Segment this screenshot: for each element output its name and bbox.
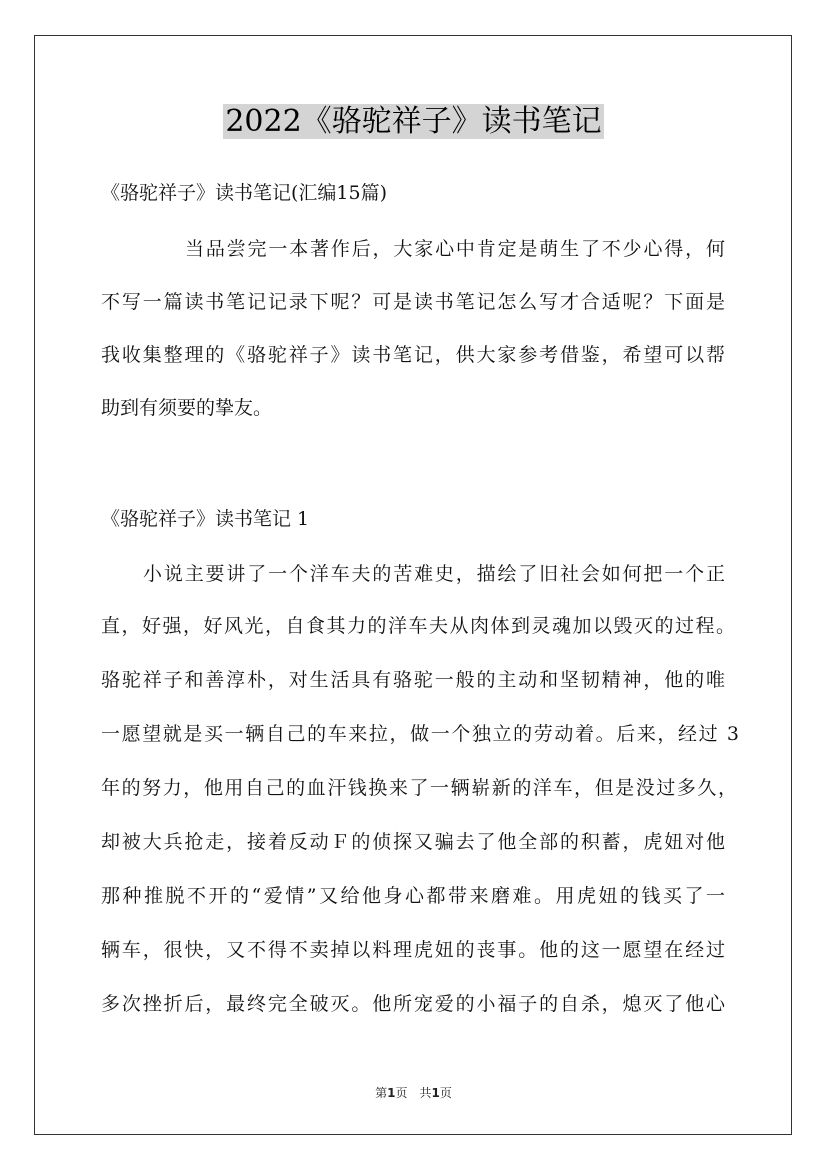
body-line-4: 一愿望就是买一辆自己的车来拉，做一个独立的劳动着。后来，经过 3: [101, 723, 739, 745]
footer-page-label-mid: 页 共: [395, 1086, 432, 1100]
body-line-7: 那种推脱不开的“爱情”又给他身心都带来磨难。用虎妞的钱买了一: [101, 885, 725, 907]
document-title-block: [0, 103, 827, 141]
intro-line-4: 助到有须要的挚友。: [101, 397, 273, 419]
body-line-3: 骆驼祥子和善淳朴，对生活具有骆驼一般的主动和坚韧精神，他的唯: [101, 669, 725, 691]
body-line-1: 小说主要讲了一个洋车夫的苦难史，描绘了旧社会如何把一个正: [143, 563, 725, 585]
intro-line-2: 不写一篇读书笔记记录下呢？可是读书笔记怎么写才合适呢？下面是: [101, 291, 725, 313]
footer-page-total: 1: [431, 1086, 440, 1100]
body-line-5: 年的努力，他用自己的血汗钱换来了一辆崭新的洋车，但是没过多久，: [101, 777, 737, 799]
body-line-6: 却被大兵抢走，接着反动Ｆ的侦探又骗去了他全部的积蓄，虎妞对他: [101, 831, 725, 853]
body-line-9: 多次挫折后，最终完全破灭。他所宠爱的小福子的自杀，熄灭了他心: [101, 993, 725, 1015]
footer-page-label-pre: 第: [375, 1086, 388, 1100]
intro-line-3: 我收集整理的《骆驼祥子》读书笔记，供大家参考借鉴，希望可以帮: [101, 344, 725, 366]
section-heading: 《骆驼祥子》读书笔记 1: [101, 508, 310, 530]
body-line-8: 辆车，很快，又不得不卖掉以料理虎妞的丧事。他的这一愿望在经过: [101, 939, 725, 961]
page-footer: [0, 1084, 827, 1101]
document-title: 2022《骆驼祥子》读书笔记: [225, 104, 602, 139]
intro-line-1: 当品尝完一本著作后，大家心中肯定是萌生了不少心得，何: [185, 238, 725, 260]
footer-page-label-post: 页: [439, 1086, 452, 1100]
body-line-2: 直，好强，好风光，自食其力的洋车夫从肉体到灵魂加以毁灭的过程。: [101, 615, 735, 637]
footer-page-number: 1: [387, 1086, 396, 1100]
document-subtitle: 《骆驼祥子》读书笔记(汇编15篇): [101, 182, 388, 204]
